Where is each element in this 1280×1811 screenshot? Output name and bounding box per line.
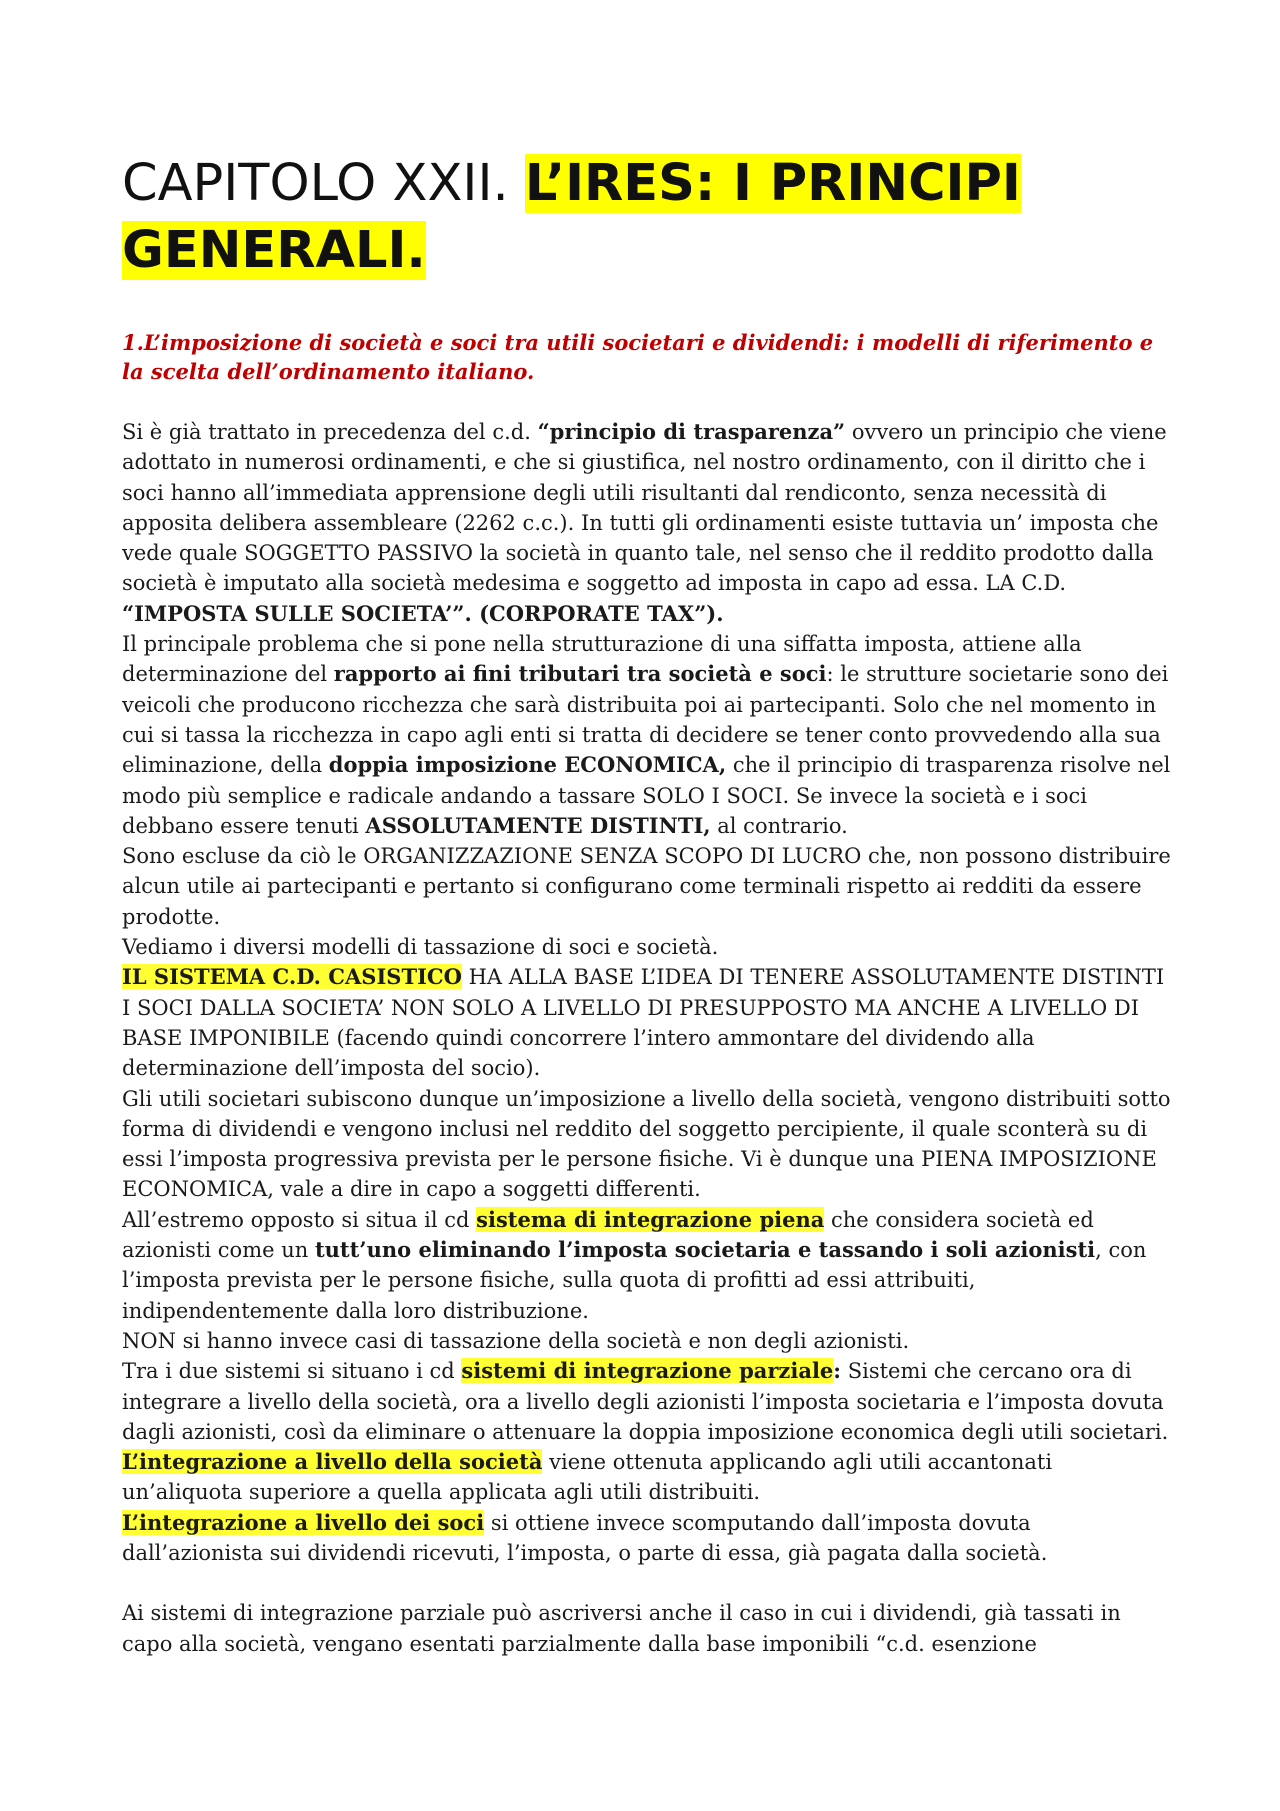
document-page xyxy=(122,150,1172,1656)
paragraph-9 xyxy=(122,1356,1172,1447)
section-heading-container xyxy=(122,328,1172,386)
highlight-run: sistemi di integrazione parziale xyxy=(461,1358,834,1384)
paragraph-7 xyxy=(122,1205,1172,1326)
paragraph-10 xyxy=(122,1447,1172,1508)
paragraph-5 xyxy=(122,962,1172,1083)
paragraph-spacer xyxy=(122,1568,1172,1598)
text-run: : le strutture societarie sono dei veicoli che producono ricchezza che sarà distribuita poi ai partecipanti. Solo che nel momento in cui si tassa la ricchezza in capo agli enti si tratta di decidere se tener conto provvedendo alla sua eliminazione, della xyxy=(122,662,1169,778)
chapter-title-prefix: CAPITOLO XXII. xyxy=(122,154,525,213)
text-run: si ottiene invece scomputando dall’imposta dovuta dall’azionista sui dividendi ricevuti, l’imposta, o parte di essa, già pagata dalla società. xyxy=(122,1510,1048,1565)
paragraph-2 xyxy=(122,629,1172,841)
paragraph-11 xyxy=(122,1508,1172,1569)
highlight-run: L’integrazione a livello dei soci xyxy=(122,1509,485,1535)
paragraph-4: Vediamo i diversi modelli di tassazione di soci e società. xyxy=(122,935,719,960)
text-run: , con l’imposta prevista per le persone fisiche, sulla quota di profitti ad essi attribuiti, indipendentemente dalla loro distribuzione. xyxy=(122,1238,1147,1323)
text-run: che il principio di trasparenza risolve nel modo più semplice e radicale andando a tassare SOLO I SOCI. Se invece la società e i soci debbano essere tenuti xyxy=(122,753,1171,838)
text-run: Tra i due sistemi si situano i cd xyxy=(122,1359,462,1384)
paragraph-8: NON si hanno invece casi di tassazione della società e non degli azionisti. xyxy=(122,1328,910,1353)
text-run: al contrario. xyxy=(710,813,848,838)
paragraph-12: Ai sistemi di integrazione parziale può ascriversi anche il caso in cui i dividendi, già tassati in capo alla società, vengano esentati parzialmente dalla base imponibili “c.d. esenzione xyxy=(122,1601,1121,1656)
highlight-run: IL SISTEMA C.D. CASISTICO xyxy=(122,964,462,990)
text-run: All’estremo opposto si situa il cd xyxy=(122,1207,477,1232)
paragraph-1 xyxy=(122,417,1172,629)
body-text xyxy=(122,417,1172,1659)
text-run: viene ottenuta applicando agli utili accantonati un’aliquota superiore a quella applicata agli utili distribuiti. xyxy=(122,1450,1053,1505)
text-run: Sistemi che cercano ora di integrare a livello della società, ora a livello degli azionisti l’imposta societaria e l’imposta dovuta dagli azionisti, così da eliminare o attenuare la doppia imposizione economica degli utili societari. xyxy=(122,1359,1169,1444)
text-run: che considera società ed azionisti come un xyxy=(122,1207,1094,1263)
bold-run: tutt’uno eliminando l’imposta societaria e tassando i soli azionisti xyxy=(314,1237,1096,1263)
highlight-run: sistema di integrazione piena xyxy=(476,1206,825,1232)
text-run: Il principale problema che si pone nella strutturazione di una siffatta imposta, attiene alla determinazione del xyxy=(122,632,1082,687)
text-run: ovvero un principio che viene adottato in numerosi ordinamenti, e che si giustifica, nel nostro ordinamento, con il diritto che i soci hanno all’immediata apprensione degli utili risultanti dal rendiconto, senza necessità di apposita delibera assembleare (2262 c.c.). In tutti gli ordinamenti esiste tuttavia un’ imposta che vede quale SOGGETTO PASSIVO la società in quanto tale, nel senso che il reddito prodotto dalla società è imputato alla società medesima e soggetto ad imposta in capo ad essa. LA C.D. xyxy=(122,420,1167,596)
paragraph-6: Gli utili societari subiscono dunque un’imposizione a livello della società, vengono distribuiti sotto forma di dividendi e vengono inclusi nel reddito del soggetto percipiente, il quale sconterà su di essi l’imposta progressiva prevista per le persone fisiche. Vi è dunque una PIENA IMPOSIZIONE ECONOMICA, vale a dire in capo a soggetti differenti. xyxy=(122,1086,1171,1202)
chapter-title-highlight: L’IRES: I PRINCIPI GENERALI. xyxy=(122,154,1021,280)
bold-run: ASSOLUTAMENTE DISTINTI, xyxy=(365,812,711,838)
bold-run: “principio di trasparenza” xyxy=(537,419,846,444)
bold-run: doppia imposizione ECONOMICA, xyxy=(328,752,727,778)
text-run: HA ALLA BASE L’IDEA DI TENERE ASSOLUTAMENTE DISTINTI I SOCI DALLA SOCIETA’ NON SOLO A LIVELLO DI PRESUPPOSTO MA ANCHE A LIVELLO DI BASE IMPONIBILE (facendo quindi concorrere l’intero ammontare del dividendo alla determinazione dell’imposta del socio). xyxy=(122,965,1165,1081)
bold-run: rapporto ai fini tributari tra società e soci xyxy=(333,661,827,687)
text-run: Si è già trattato in precedenza del c.d. xyxy=(122,420,538,444)
highlight-run: L’integrazione a livello della società xyxy=(122,1449,543,1475)
chapter-title xyxy=(122,150,1172,284)
paragraph-3: Sono escluse da ciò le ORGANIZZAZIONE SENZA SCOPO DI LUCRO che, non possono distribuire alcun utile ai partecipanti e pertanto si configurano come terminali rispetto ai redditi da essere prodotte. xyxy=(122,844,1171,929)
bold-run: “IMPOSTA SULLE SOCIETA’”. (CORPORATE TAX”). xyxy=(122,600,724,626)
section-heading: 1.L’imposizione di società e soci tra utili societari e dividendi: i modelli di riferimento e la scelta dell’ordinamento italiano. xyxy=(122,330,1154,384)
bold-run: : xyxy=(833,1358,842,1384)
